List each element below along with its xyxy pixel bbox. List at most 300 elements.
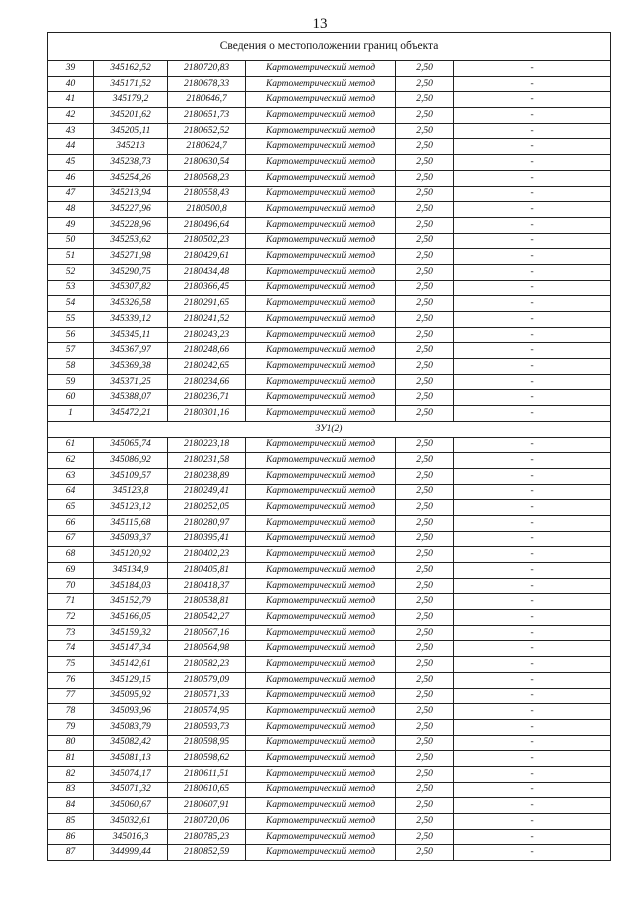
point-number: 49 [48, 217, 94, 233]
accuracy: 2,50 [396, 735, 454, 751]
y-coordinate: 2180500,8 [168, 202, 246, 218]
method: Картометрический метод [246, 594, 396, 610]
description: - [454, 704, 611, 720]
point-number: 62 [48, 453, 94, 469]
description: - [454, 798, 611, 814]
y-coordinate: 2180607,91 [168, 798, 246, 814]
accuracy: 2,50 [396, 123, 454, 139]
page-number: 13 [312, 16, 328, 32]
x-coordinate: 344999,44 [94, 845, 168, 861]
accuracy: 2,50 [396, 500, 454, 516]
method: Картометрический метод [246, 264, 396, 280]
accuracy: 2,50 [396, 610, 454, 626]
y-coordinate: 2180598,62 [168, 751, 246, 767]
point-number: 43 [48, 123, 94, 139]
accuracy: 2,50 [396, 594, 454, 610]
y-coordinate: 2180242,65 [168, 359, 246, 375]
table-row [48, 641, 611, 657]
description: - [454, 500, 611, 516]
method: Картометрический метод [246, 170, 396, 186]
x-coordinate: 345152,79 [94, 594, 168, 610]
method: Картометрический метод [246, 359, 396, 375]
x-coordinate: 345371,25 [94, 374, 168, 390]
table-row [48, 233, 611, 249]
x-coordinate: 345205,11 [94, 123, 168, 139]
section-row [48, 421, 611, 437]
point-number: 83 [48, 782, 94, 798]
table-row [48, 766, 611, 782]
accuracy: 2,50 [396, 155, 454, 171]
point-number: 46 [48, 170, 94, 186]
table-row [48, 515, 611, 531]
table-row [48, 437, 611, 453]
y-coordinate: 2180567,16 [168, 625, 246, 641]
table-row [48, 484, 611, 500]
x-coordinate: 345253,62 [94, 233, 168, 249]
table-row [48, 672, 611, 688]
table-row [48, 468, 611, 484]
description: - [454, 264, 611, 280]
y-coordinate: 2180248,66 [168, 343, 246, 359]
method: Картометрический метод [246, 296, 396, 312]
x-coordinate: 345083,79 [94, 719, 168, 735]
accuracy: 2,50 [396, 688, 454, 704]
accuracy: 2,50 [396, 798, 454, 814]
point-number: 50 [48, 233, 94, 249]
accuracy: 2,50 [396, 672, 454, 688]
description: - [454, 578, 611, 594]
y-coordinate: 2180571,33 [168, 688, 246, 704]
y-coordinate: 2180574,95 [168, 704, 246, 720]
accuracy: 2,50 [396, 531, 454, 547]
point-number: 72 [48, 610, 94, 626]
x-coordinate: 345115,68 [94, 515, 168, 531]
method: Картометрический метод [246, 719, 396, 735]
point-number: 41 [48, 92, 94, 108]
accuracy: 2,50 [396, 327, 454, 343]
accuracy: 2,50 [396, 453, 454, 469]
method: Картометрический метод [246, 108, 396, 124]
table-row [48, 798, 611, 814]
description: - [454, 108, 611, 124]
point-number: 87 [48, 845, 94, 861]
accuracy: 2,50 [396, 547, 454, 563]
table-row [48, 170, 611, 186]
x-coordinate: 345095,92 [94, 688, 168, 704]
description: - [454, 453, 611, 469]
method: Картометрический метод [246, 484, 396, 500]
table-title: Сведения о местоположении границ объекта [48, 33, 611, 61]
point-number: 71 [48, 594, 94, 610]
method: Картометрический метод [246, 641, 396, 657]
x-coordinate: 345147,34 [94, 641, 168, 657]
point-number: 42 [48, 108, 94, 124]
point-number: 61 [48, 437, 94, 453]
accuracy: 2,50 [396, 139, 454, 155]
x-coordinate: 345179,2 [94, 92, 168, 108]
x-coordinate: 345326,58 [94, 296, 168, 312]
table-row [48, 829, 611, 845]
method: Картометрический метод [246, 829, 396, 845]
table-row [48, 312, 611, 328]
method: Картометрический метод [246, 155, 396, 171]
x-coordinate: 345109,57 [94, 468, 168, 484]
table-row [48, 531, 611, 547]
y-coordinate: 2180402,23 [168, 547, 246, 563]
section-label: ЗУ1(2) [48, 421, 611, 437]
x-coordinate: 345307,82 [94, 280, 168, 296]
description: - [454, 61, 611, 77]
y-coordinate: 2180366,45 [168, 280, 246, 296]
y-coordinate: 2180593,73 [168, 719, 246, 735]
table-row [48, 704, 611, 720]
point-number: 40 [48, 76, 94, 92]
method: Картометрический метод [246, 610, 396, 626]
point-number: 78 [48, 704, 94, 720]
point-number: 58 [48, 359, 94, 375]
x-coordinate: 345339,12 [94, 312, 168, 328]
method: Картометрический метод [246, 139, 396, 155]
point-number: 59 [48, 374, 94, 390]
description: - [454, 610, 611, 626]
method: Картометрический метод [246, 468, 396, 484]
x-coordinate: 345228,96 [94, 217, 168, 233]
accuracy: 2,50 [396, 249, 454, 265]
y-coordinate: 2180579,09 [168, 672, 246, 688]
accuracy: 2,50 [396, 217, 454, 233]
y-coordinate: 2180558,43 [168, 186, 246, 202]
point-number: 80 [48, 735, 94, 751]
accuracy: 2,50 [396, 845, 454, 861]
description: - [454, 672, 611, 688]
y-coordinate: 2180301,16 [168, 406, 246, 422]
accuracy: 2,50 [396, 390, 454, 406]
description: - [454, 625, 611, 641]
x-coordinate: 345271,98 [94, 249, 168, 265]
method: Картометрический метод [246, 312, 396, 328]
point-number: 79 [48, 719, 94, 735]
accuracy: 2,50 [396, 343, 454, 359]
description: - [454, 155, 611, 171]
point-number: 70 [48, 578, 94, 594]
y-coordinate: 2180568,23 [168, 170, 246, 186]
point-number: 1 [48, 406, 94, 422]
description: - [454, 641, 611, 657]
y-coordinate: 2180234,66 [168, 374, 246, 390]
method: Картометрический метод [246, 500, 396, 516]
point-number: 57 [48, 343, 94, 359]
table-row [48, 280, 611, 296]
description: - [454, 374, 611, 390]
accuracy: 2,50 [396, 280, 454, 296]
table-row [48, 186, 611, 202]
point-number: 63 [48, 468, 94, 484]
y-coordinate: 2180720,06 [168, 814, 246, 830]
y-coordinate: 2180564,98 [168, 641, 246, 657]
description: - [454, 845, 611, 861]
description: - [454, 735, 611, 751]
table-row [48, 406, 611, 422]
method: Картометрический метод [246, 374, 396, 390]
description: - [454, 233, 611, 249]
point-number: 64 [48, 484, 94, 500]
x-coordinate: 345129,15 [94, 672, 168, 688]
method: Картометрический метод [246, 563, 396, 579]
method: Картометрический метод [246, 531, 396, 547]
table-row [48, 327, 611, 343]
method: Картометрический метод [246, 625, 396, 641]
x-coordinate: 345238,73 [94, 155, 168, 171]
accuracy: 2,50 [396, 76, 454, 92]
x-coordinate: 345171,52 [94, 76, 168, 92]
table-row [48, 814, 611, 830]
description: - [454, 766, 611, 782]
point-number: 45 [48, 155, 94, 171]
description: - [454, 406, 611, 422]
y-coordinate: 2180652,52 [168, 123, 246, 139]
method: Картометрический метод [246, 845, 396, 861]
accuracy: 2,50 [396, 186, 454, 202]
x-coordinate: 345142,61 [94, 657, 168, 673]
y-coordinate: 2180405,81 [168, 563, 246, 579]
y-coordinate: 2180542,27 [168, 610, 246, 626]
table-row [48, 139, 611, 155]
method: Картометрический метод [246, 92, 396, 108]
table-row [48, 453, 611, 469]
method: Картометрический метод [246, 123, 396, 139]
point-number: 85 [48, 814, 94, 830]
method: Картометрический метод [246, 217, 396, 233]
y-coordinate: 2180678,33 [168, 76, 246, 92]
description: - [454, 390, 611, 406]
y-coordinate: 2180582,23 [168, 657, 246, 673]
accuracy: 2,50 [396, 766, 454, 782]
accuracy: 2,50 [396, 625, 454, 641]
x-coordinate: 345134,9 [94, 563, 168, 579]
x-coordinate: 345227,96 [94, 202, 168, 218]
y-coordinate: 2180502,23 [168, 233, 246, 249]
point-number: 44 [48, 139, 94, 155]
x-coordinate: 345123,12 [94, 500, 168, 516]
y-coordinate: 2180611,51 [168, 766, 246, 782]
table-row [48, 264, 611, 280]
table-row [48, 688, 611, 704]
method: Картометрический метод [246, 657, 396, 673]
x-coordinate: 345213 [94, 139, 168, 155]
x-coordinate: 345016,3 [94, 829, 168, 845]
y-coordinate: 2180852,59 [168, 845, 246, 861]
table-row [48, 610, 611, 626]
method: Картометрический метод [246, 233, 396, 249]
method: Картометрический метод [246, 202, 396, 218]
accuracy: 2,50 [396, 515, 454, 531]
x-coordinate: 345093,96 [94, 704, 168, 720]
table-row [48, 249, 611, 265]
y-coordinate: 2180651,73 [168, 108, 246, 124]
point-number: 66 [48, 515, 94, 531]
description: - [454, 688, 611, 704]
method: Картометрический метод [246, 782, 396, 798]
point-number: 65 [48, 500, 94, 516]
description: - [454, 76, 611, 92]
point-number: 74 [48, 641, 94, 657]
table-row [48, 657, 611, 673]
point-number: 76 [48, 672, 94, 688]
point-number: 52 [48, 264, 94, 280]
accuracy: 2,50 [396, 641, 454, 657]
accuracy: 2,50 [396, 814, 454, 830]
method: Картометрический метод [246, 798, 396, 814]
method: Картометрический метод [246, 515, 396, 531]
description: - [454, 359, 611, 375]
x-coordinate: 345166,05 [94, 610, 168, 626]
accuracy: 2,50 [396, 704, 454, 720]
y-coordinate: 2180395,41 [168, 531, 246, 547]
x-coordinate: 345086,92 [94, 453, 168, 469]
y-coordinate: 2180720,83 [168, 61, 246, 77]
method: Картометрический метод [246, 61, 396, 77]
table-row [48, 92, 611, 108]
y-coordinate: 2180610,65 [168, 782, 246, 798]
x-coordinate: 345032,61 [94, 814, 168, 830]
x-coordinate: 345065,74 [94, 437, 168, 453]
y-coordinate: 2180241,52 [168, 312, 246, 328]
description: - [454, 343, 611, 359]
description: - [454, 186, 611, 202]
point-number: 60 [48, 390, 94, 406]
method: Картометрический метод [246, 453, 396, 469]
method: Картометрический метод [246, 704, 396, 720]
point-number: 54 [48, 296, 94, 312]
method: Картометрический метод [246, 390, 396, 406]
y-coordinate: 2180598,95 [168, 735, 246, 751]
y-coordinate: 2180646,7 [168, 92, 246, 108]
accuracy: 2,50 [396, 751, 454, 767]
table-row [48, 578, 611, 594]
y-coordinate: 2180252,05 [168, 500, 246, 516]
method: Картометрический метод [246, 672, 396, 688]
table-row [48, 155, 611, 171]
x-coordinate: 345213,94 [94, 186, 168, 202]
method: Картометрический метод [246, 688, 396, 704]
point-number: 68 [48, 547, 94, 563]
method: Картометрический метод [246, 578, 396, 594]
table-row [48, 61, 611, 77]
y-coordinate: 2180434,48 [168, 264, 246, 280]
table-row [48, 500, 611, 516]
y-coordinate: 2180538,81 [168, 594, 246, 610]
x-coordinate: 345367,97 [94, 343, 168, 359]
accuracy: 2,50 [396, 108, 454, 124]
accuracy: 2,50 [396, 170, 454, 186]
description: - [454, 139, 611, 155]
x-coordinate: 345369,38 [94, 359, 168, 375]
y-coordinate: 2180418,37 [168, 578, 246, 594]
y-coordinate: 2180785,23 [168, 829, 246, 845]
description: - [454, 249, 611, 265]
x-coordinate: 345074,17 [94, 766, 168, 782]
y-coordinate: 2180624,7 [168, 139, 246, 155]
table-row [48, 751, 611, 767]
description: - [454, 594, 611, 610]
description: - [454, 751, 611, 767]
point-number: 81 [48, 751, 94, 767]
accuracy: 2,50 [396, 374, 454, 390]
y-coordinate: 2180243,23 [168, 327, 246, 343]
point-number: 53 [48, 280, 94, 296]
method: Картометрический метод [246, 814, 396, 830]
description: - [454, 312, 611, 328]
accuracy: 2,50 [396, 484, 454, 500]
accuracy: 2,50 [396, 657, 454, 673]
x-coordinate: 345254,26 [94, 170, 168, 186]
y-coordinate: 2180231,58 [168, 453, 246, 469]
table-row [48, 76, 611, 92]
accuracy: 2,50 [396, 406, 454, 422]
x-coordinate: 345388,07 [94, 390, 168, 406]
table-row [48, 123, 611, 139]
table-body [48, 33, 611, 861]
method: Картометрический метод [246, 249, 396, 265]
accuracy: 2,50 [396, 719, 454, 735]
table-row [48, 563, 611, 579]
accuracy: 2,50 [396, 468, 454, 484]
x-coordinate: 345201,62 [94, 108, 168, 124]
y-coordinate: 2180630,54 [168, 155, 246, 171]
accuracy: 2,50 [396, 312, 454, 328]
description: - [454, 657, 611, 673]
table-row [48, 845, 611, 861]
x-coordinate: 345345,11 [94, 327, 168, 343]
point-number: 67 [48, 531, 94, 547]
method: Картометрический метод [246, 186, 396, 202]
x-coordinate: 345123,8 [94, 484, 168, 500]
y-coordinate: 2180249,41 [168, 484, 246, 500]
table-row [48, 782, 611, 798]
table-row [48, 390, 611, 406]
y-coordinate: 2180496,64 [168, 217, 246, 233]
table-row [48, 359, 611, 375]
description: - [454, 563, 611, 579]
description: - [454, 437, 611, 453]
y-coordinate: 2180238,89 [168, 468, 246, 484]
point-number: 39 [48, 61, 94, 77]
point-number: 47 [48, 186, 94, 202]
point-number: 86 [48, 829, 94, 845]
point-number: 55 [48, 312, 94, 328]
table-row [48, 625, 611, 641]
point-number: 77 [48, 688, 94, 704]
accuracy: 2,50 [396, 296, 454, 312]
description: - [454, 484, 611, 500]
accuracy: 2,50 [396, 233, 454, 249]
x-coordinate: 345162,52 [94, 61, 168, 77]
table-row [48, 202, 611, 218]
x-coordinate: 345082,42 [94, 735, 168, 751]
table-row [48, 735, 611, 751]
description: - [454, 280, 611, 296]
accuracy: 2,50 [396, 359, 454, 375]
y-coordinate: 2180429,61 [168, 249, 246, 265]
table-row [48, 547, 611, 563]
description: - [454, 531, 611, 547]
y-coordinate: 2180236,71 [168, 390, 246, 406]
accuracy: 2,50 [396, 264, 454, 280]
method: Картометрический метод [246, 76, 396, 92]
method: Картометрический метод [246, 547, 396, 563]
description: - [454, 92, 611, 108]
point-number: 73 [48, 625, 94, 641]
